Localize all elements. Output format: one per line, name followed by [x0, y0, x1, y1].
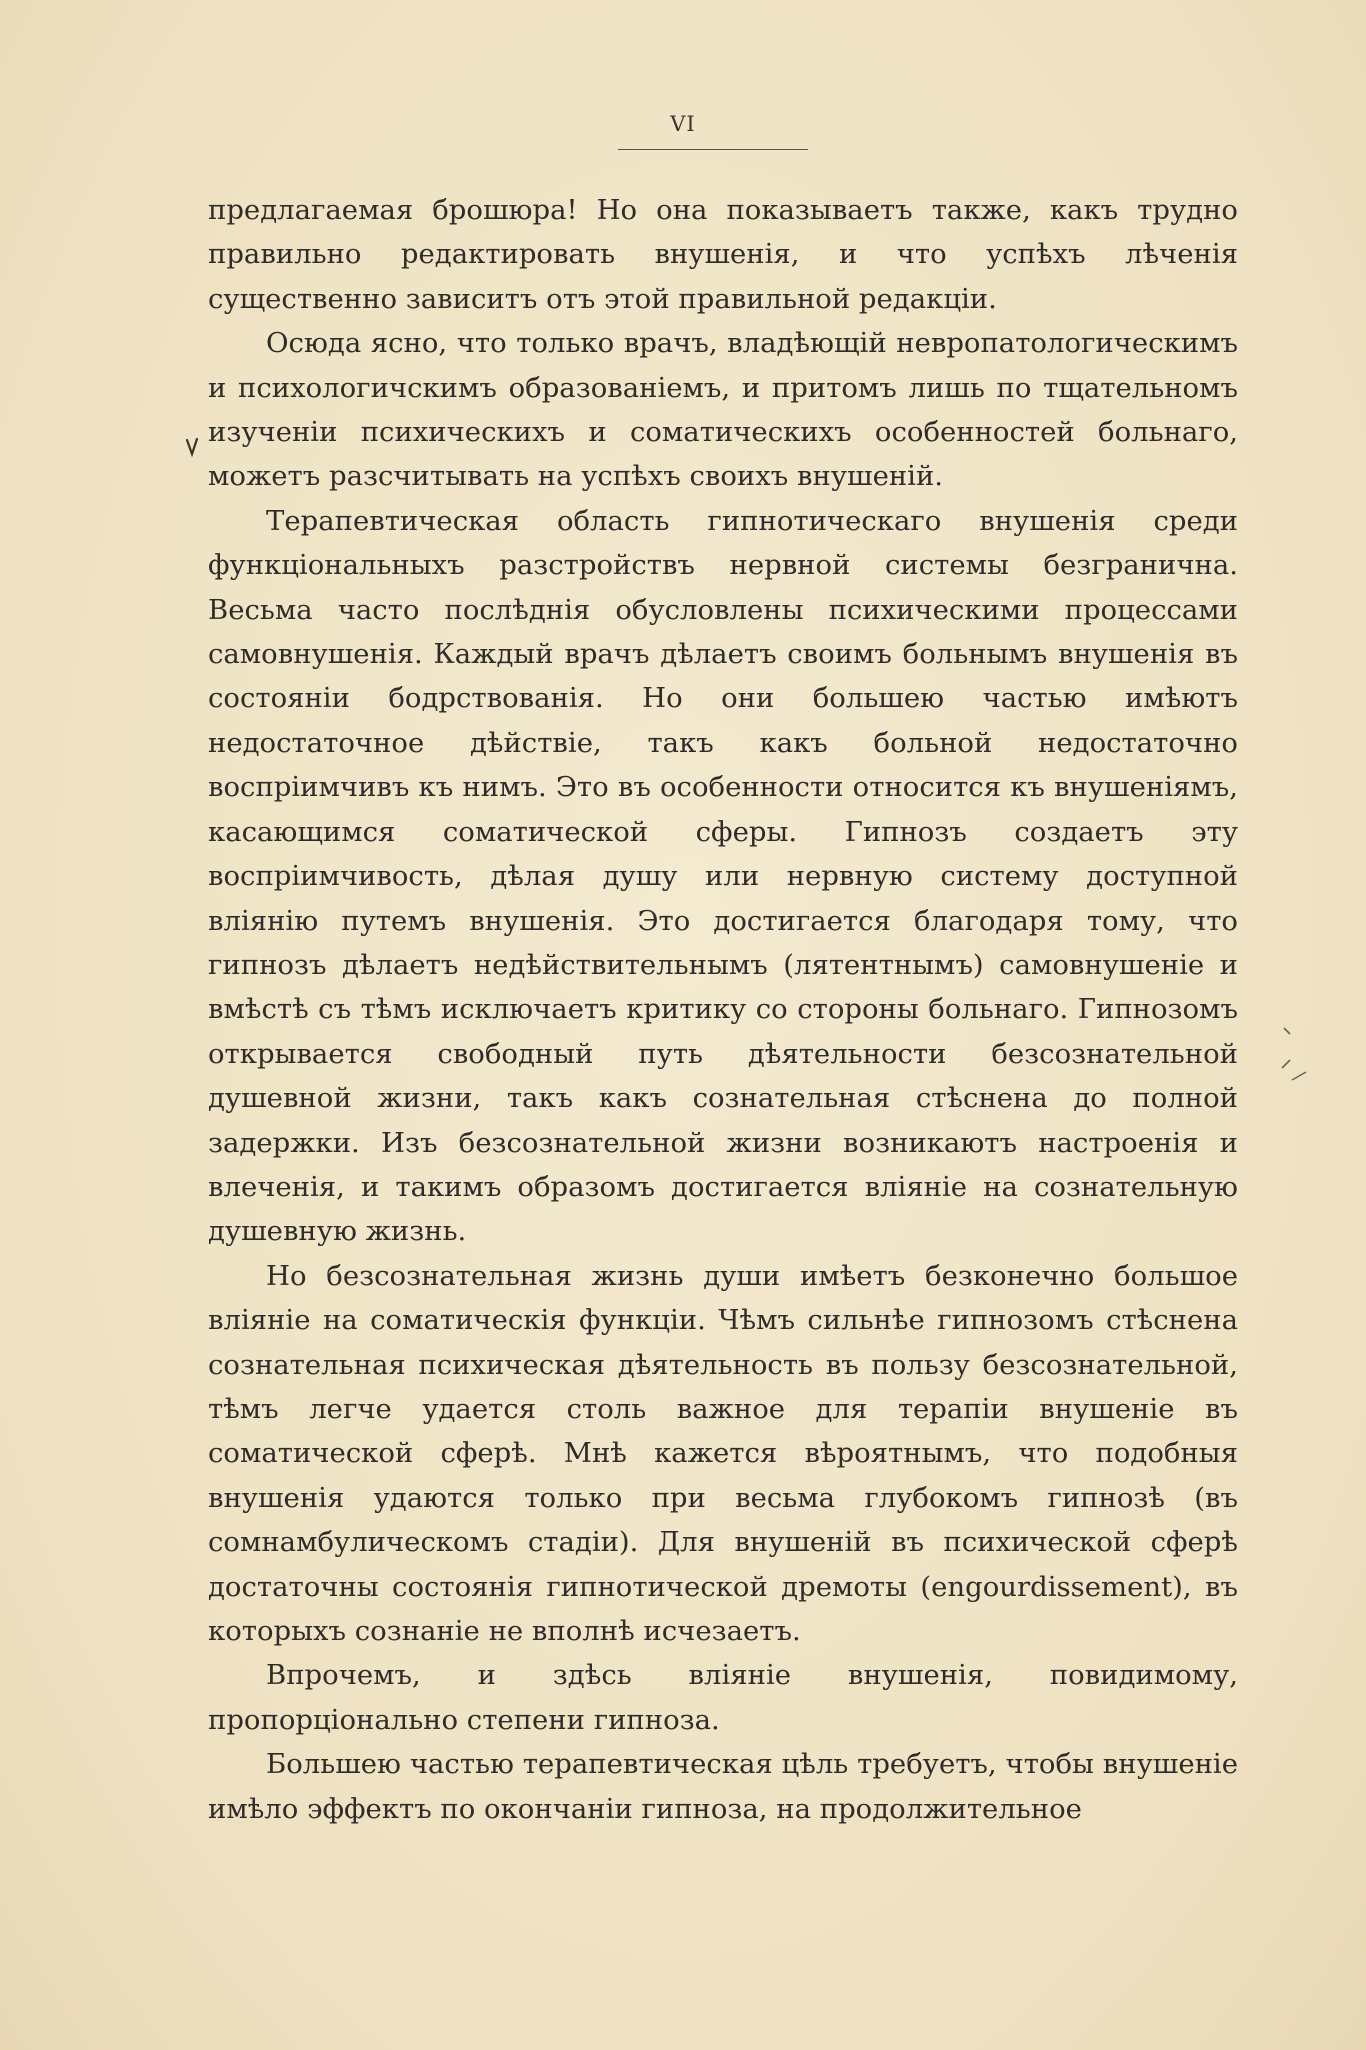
paragraph-5: Впрочемъ, и здѣсь вліяніе внушенія, повидимому, пропорціонально степени гипноза. — [208, 1659, 1238, 1736]
paragraph-2: Осюда ясно, что только врачъ, владѣющій невропатологическимъ и психологичскимъ образованіемъ, и притомъ лишь по тщательномъ изученіи психическихъ и соматическихъ особенностей больнаго, можетъ разсчитывать на успѣхъ своихъ внушеній. — [208, 327, 1238, 493]
margin-mark-left — [184, 436, 200, 458]
paragraph-4: Но безсознательная жизнь души имѣетъ безконечно большое вліяніе на соматическія функціи. Чѣмъ сильнѣе гипнозомъ стѣснена сознательная психическая дѣятельность въ пользу безсознательной, тѣмъ легче удается столь важное для терапіи внушеніе въ соматической сферѣ. Мнѣ кажется вѣроятнымъ, что подобныя внушенія удаются только при весьма глубокомъ гипнозѣ (въ сомнамбулическомъ стадіи). Для внушеній въ психической сферѣ достаточны состоянія гипнотической дремоты (engourdissement), въ которыхъ сознаніе не вполнѣ исчезаетъ. — [208, 1259, 1238, 1647]
paragraph-6: Большею частью терапевтическая цѣль требуетъ, чтобы внушеніе имѣло эффектъ по окончаніи гипноза, на продолжительное — [208, 1748, 1238, 1825]
page-header — [0, 112, 1366, 136]
paragraph-1: предлагаемая брошюра! Но она показываетъ также, какъ трудно правильно редактировать внушенія, и что успѣхъ лѣченія существенно зависитъ отъ этой правильной редакціи. — [208, 194, 1238, 315]
header-rule — [618, 149, 808, 150]
body-text — [208, 188, 1238, 1831]
margin-mark-right — [1280, 1020, 1310, 1090]
page-number: VI — [670, 112, 696, 136]
paragraph-3: Терапевтическая область гипнотическаго внушенія среди функціональныхъ разстройствъ нервной системы безгранична. Весьма часто послѣднія обусловлены психическими процессами самовнушенія. Каждый врачъ дѣлаетъ своимъ больнымъ внушенія въ состояніи бодрствованія. Но они большею частью имѣютъ недостаточное дѣйствіе, такъ какъ больной недостаточно воспріимчивъ къ нимъ. Это въ особенности относится къ внушеніямъ, касающимся соматической сферы. Гипнозъ создаетъ эту воспріимчивость, дѣлая душу или нервную систему доступной вліянію путемъ внушенія. Это достигается благодаря тому, что гипнозъ дѣлаетъ недѣйствительнымъ (лятентнымъ) самовнушеніе и вмѣстѣ съ тѣмъ исключаетъ критику со стороны больнаго. Гипнозомъ открывается свободный путь дѣятельности безсознательной душевной жизни, такъ какъ сознательная стѣснена до полной задержки. Изъ безсознательной жизни возникаютъ настроенія и влеченія, и такимъ образомъ достигается вліяніе на сознательную душевную жизнь. — [208, 504, 1238, 1248]
